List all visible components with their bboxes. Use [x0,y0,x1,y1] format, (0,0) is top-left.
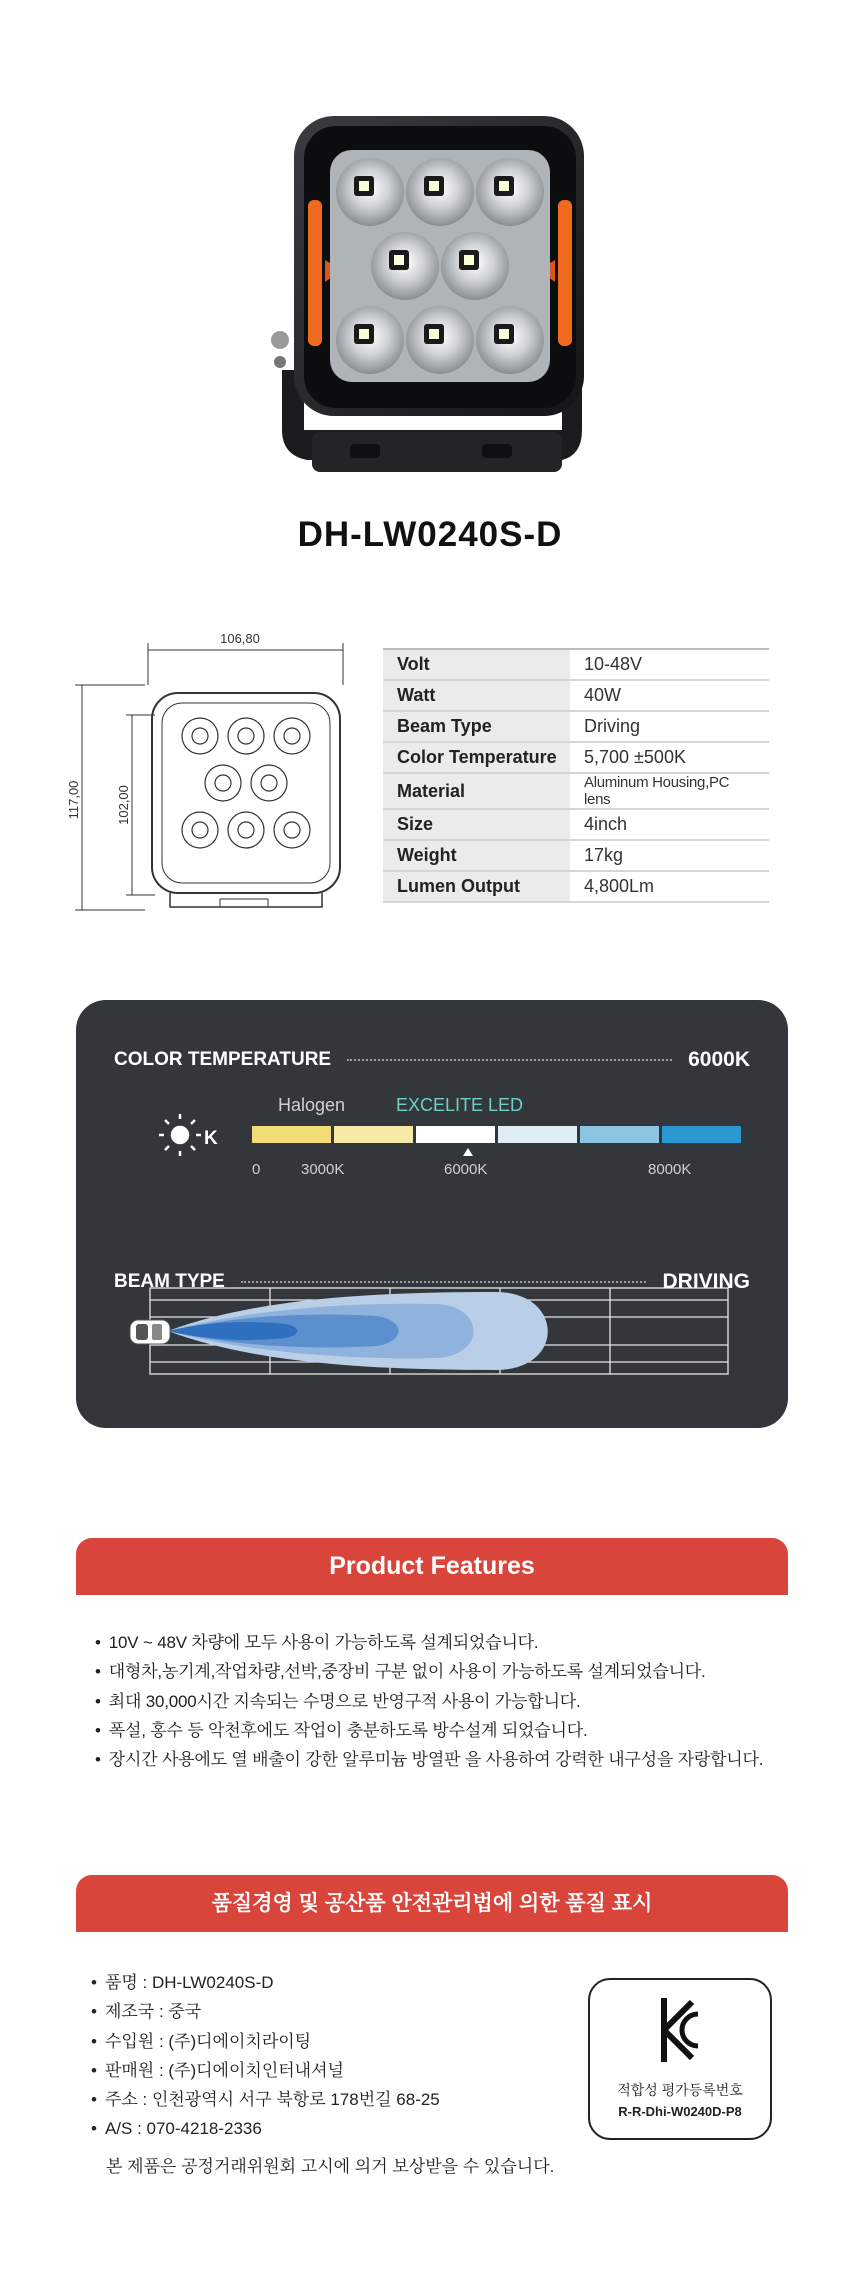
outer-height-dimension-label: 117,00 [66,780,81,820]
list-item: • 판매원 : (주)디에이치인터내셔널 [91,2056,440,2085]
spec-label: Volt [383,649,570,680]
product-lamp-image [262,110,602,500]
sun-icon [159,1114,201,1156]
spec-label: Lumen Output [383,871,570,902]
list-item: • A/S : 070-4218-2336 [91,2114,440,2143]
spec-label: Weight [383,840,570,871]
dimension-drawing [60,625,350,930]
quality-info-list [91,1968,440,2144]
table-row [383,871,769,902]
spec-value: 40W [570,680,769,711]
spec-value: Driving [570,711,769,742]
features-header-bar: Product Features [76,1538,788,1595]
spec-value: 5,700 ±500K [570,742,769,773]
compensation-notice: 본 제품은 공정거래위원회 고시에 의거 보상받을 수 있습니다. [106,2157,555,2176]
inner-height-dimension-label: 102,00 [116,785,131,825]
list-item: • 폭설, 홍수 등 악천후에도 작업이 충분하도록 방수설계 되었습니다. [95,1716,815,1745]
color-beam-panel [76,1000,788,1428]
halogen-label: Halogen [278,1095,346,1115]
spec-value: Aluminum Housing,PC lens [570,773,769,809]
list-item: • 10V ~ 48V 차량에 모두 사용이 가능하도록 설계되었습니다. [95,1628,815,1657]
kc-mark-icon [658,1994,704,2066]
color-temperature-segment [416,1126,495,1143]
kc-registration-number: R-R-Dhi-W0240D-P8 [618,2104,742,2119]
spec-value: 17kg [570,840,769,871]
spec-value: 10-48V [570,649,769,680]
spec-value: 4,800Lm [570,871,769,902]
color-temperature-segment [662,1126,741,1143]
dotted-leader [241,1281,647,1283]
table-row [383,742,769,773]
current-value-marker [463,1148,473,1156]
list-item: • 수입원 : (주)디에이치라이팅 [91,2027,440,2056]
beam-pattern-shape [168,1292,548,1370]
color-temperature-segment [252,1126,331,1143]
table-row [383,680,769,711]
beam-type-header [114,1270,750,1294]
scale-tick-label: 8000K [648,1161,692,1178]
spec-label: Color Temperature [383,742,570,773]
table-row [383,840,769,871]
list-item: • 품명 : DH-LW0240S-D [91,1968,440,1997]
list-item: • 장시간 사용에도 열 배출이 강한 알루미늄 방열판 을 사용하여 강력한 내구성을 자랑합니다. [95,1745,815,1774]
list-item: • 제조국 : 중국 [91,1997,440,2026]
scale-tick-label: 3000K [301,1161,345,1178]
spec-label: Beam Type [383,711,570,742]
table-row [383,809,769,840]
spec-label: Material [383,773,570,809]
spec-table [383,648,769,903]
scale-tick-label: 6000K [444,1161,488,1178]
features-list [95,1628,815,1774]
product-model-title: DH-LW0240S-D [297,515,563,554]
led-label: EXCELITE LED [396,1095,524,1115]
kc-registration-label: 적합성 평가등록번호 [617,2082,743,2098]
table-row [383,773,769,809]
spec-label: Watt [383,680,570,711]
list-item: • 최대 30,000시간 지속되는 수명으로 반영구적 사용이 가능합니다. [95,1687,815,1716]
color-temperature-value: 6000K [688,1048,750,1071]
spec-value: 4inch [570,809,769,840]
list-item: • 대형차,농기계,작업차량,선박,중장비 구분 없이 사용이 가능하도록 설계되었습니다. [95,1657,815,1686]
kc-certification-box [588,1978,772,2140]
color-temperature-title: COLOR TEMPERATURE [114,1049,332,1070]
color-temperature-segment [580,1126,659,1143]
width-dimension-label: 106,80 [220,631,260,646]
car-icon [130,1320,170,1344]
color-temperature-scale [76,1000,788,1428]
scale-tick-label: 0 [252,1161,261,1178]
color-temperature-segment [498,1126,577,1143]
beam-type-title: BEAM TYPE [114,1271,225,1292]
hero-section [0,0,860,600]
kelvin-unit-label: K [204,1128,218,1149]
table-row [383,711,769,742]
spec-label: Size [383,809,570,840]
list-item: • 주소 : 인천광역시 서구 북항로 178번길 68-25 [91,2085,440,2114]
color-temperature-segment [334,1126,413,1143]
table-row [383,649,769,680]
beam-type-value: DRIVING [662,1270,750,1293]
quality-header-bar: 품질경영 및 공산품 안전관리법에 의한 품질 표시 [76,1875,788,1932]
